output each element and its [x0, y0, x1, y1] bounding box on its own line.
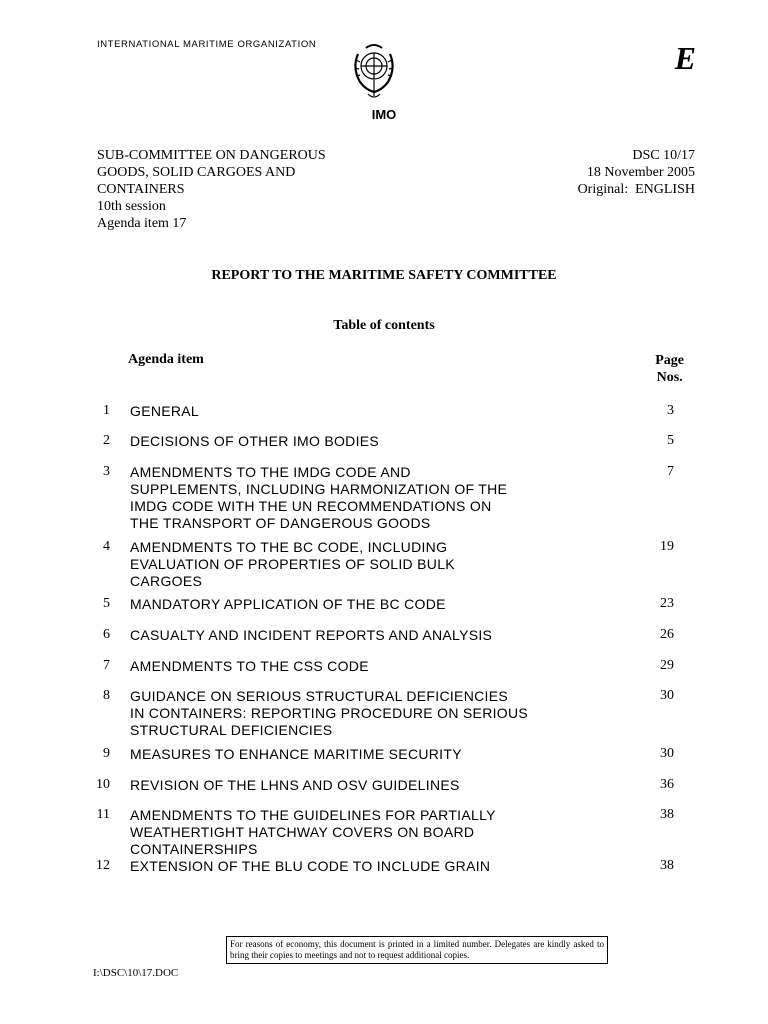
toc-heading: Table of contents	[333, 318, 435, 333]
toc-item-page: 7	[667, 464, 674, 479]
toc-item-title-line: MEASURES TO ENHANCE MARITIME SECURITY	[130, 746, 462, 762]
toc-item-title	[130, 403, 560, 420]
toc-item-title-line: EVALUATION OF PROPERTIES OF SOLID BULK	[130, 556, 455, 572]
toc-item-title-line: MANDATORY APPLICATION OF THE BC CODE	[130, 596, 446, 612]
toc-item-title	[130, 464, 560, 532]
toc-item-title	[130, 807, 560, 858]
toc-item-page: 30	[660, 688, 674, 703]
toc-item-title	[130, 777, 560, 794]
agenda-item-line: Agenda item 17	[97, 216, 187, 231]
report-title: REPORT TO THE MARITIME SAFETY COMMITTEE	[211, 268, 557, 283]
session-line: 10th session	[97, 199, 166, 214]
toc-item-number: 10	[96, 777, 110, 792]
toc-column-page-line: Page	[655, 353, 684, 368]
toc-item-title	[130, 658, 560, 675]
toc-item-number: 9	[103, 746, 110, 761]
document-date: 18 November 2005	[586, 165, 695, 180]
toc-item-number: 3	[103, 464, 110, 479]
toc-item-title-line: CONTAINERSHIPS	[130, 841, 258, 857]
toc-item-page: 29	[660, 658, 674, 673]
toc-item-title	[130, 596, 560, 613]
toc-item-title-line: AMENDMENTS TO THE GUIDELINES FOR PARTIALLY	[130, 807, 496, 823]
toc-item-page: 38	[660, 807, 674, 822]
document-info	[578, 147, 695, 198]
toc-item-title	[130, 433, 560, 450]
toc-item-number: 2	[103, 433, 110, 448]
toc-item-title	[130, 688, 560, 739]
committee-block	[97, 147, 326, 232]
toc-item-page: 3	[667, 403, 674, 418]
toc-item-title	[130, 539, 560, 590]
toc-item-page: 30	[660, 746, 674, 761]
toc-item-title-line: AMENDMENTS TO THE BC CODE, INCLUDING	[130, 539, 448, 555]
toc-column-agenda: Agenda item	[128, 352, 204, 367]
toc-item-title-line: CARGOES	[130, 573, 203, 589]
organization-name: INTERNATIONAL MARITIME ORGANIZATION	[97, 39, 317, 50]
toc-item-number: 8	[103, 688, 110, 703]
imo-emblem-icon	[348, 40, 400, 102]
toc-item-title	[130, 746, 560, 763]
toc-column-page	[655, 352, 684, 386]
toc-item-title	[130, 858, 560, 875]
toc-item-title-line: SUPPLEMENTS, INCLUDING HARMONIZATION OF THE	[130, 481, 508, 497]
toc-item-number: 7	[103, 658, 110, 673]
toc-item-title-line: GENERAL	[130, 403, 200, 419]
toc-item-title-line: CASUALTY AND INCIDENT REPORTS AND ANALYSIS	[130, 627, 493, 643]
toc-item-title-line: GUIDANCE ON SERIOUS STRUCTURAL DEFICIENCIES	[130, 688, 508, 704]
toc-item-number: 11	[96, 807, 110, 822]
toc-item-title-line: AMENDMENTS TO THE IMDG CODE AND	[130, 464, 411, 480]
toc-item-number: 5	[103, 596, 110, 611]
toc-item-page: 19	[660, 539, 674, 554]
committee-line: GOODS, SOLID CARGOES AND	[97, 165, 296, 180]
toc-item-number: 6	[103, 627, 110, 642]
toc-item-page: 36	[660, 777, 674, 792]
committee-line: CONTAINERS	[97, 182, 185, 197]
original-language: Original: ENGLISH	[577, 182, 695, 197]
document-number: DSC 10/17	[632, 148, 695, 163]
toc-item-page: 23	[660, 596, 674, 611]
toc-item-page: 26	[660, 627, 674, 642]
toc-item-number: 12	[96, 858, 110, 873]
economy-notice: For reasons of economy, this document is printed in a limited number. Delegates are kindly asked to bring their copies to meetings and not to request additional copies.	[226, 936, 608, 964]
toc-item-number: 4	[103, 539, 110, 554]
language-letter: E	[674, 40, 696, 76]
toc-item-title-line: DECISIONS OF OTHER IMO BODIES	[130, 433, 380, 449]
toc-item-title-line: REVISION OF THE LHNS AND OSV GUIDELINES	[130, 777, 460, 793]
toc-item-title	[130, 627, 560, 644]
toc-item-title-line: THE TRANSPORT OF DANGEROUS GOODS	[130, 515, 431, 531]
toc-item-title-line: AMENDMENTS TO THE CSS CODE	[130, 658, 369, 674]
committee-line: SUB-COMMITTEE ON DANGEROUS	[97, 148, 326, 163]
toc-item-page: 38	[660, 858, 674, 873]
imo-abbreviation: IMO	[371, 107, 397, 122]
toc-item-number: 1	[103, 403, 110, 418]
toc-item-title-line: STRUCTURAL DEFICIENCIES	[130, 722, 333, 738]
toc-item-title-line: IMDG CODE WITH THE UN RECOMMENDATIONS ON	[130, 498, 492, 514]
toc-item-title-line: IN CONTAINERS: REPORTING PROCEDURE ON SERIOUS	[130, 705, 529, 721]
toc-item-page: 5	[667, 433, 674, 448]
toc-column-page-line: Nos.	[656, 370, 683, 385]
toc-item-title-line: WEATHERTIGHT HATCHWAY COVERS ON BOARD	[130, 824, 475, 840]
toc-item-title-line: EXTENSION OF THE BLU CODE TO INCLUDE GRAIN	[130, 858, 491, 874]
file-reference: I:\DSC\10\17.DOC	[93, 967, 179, 979]
